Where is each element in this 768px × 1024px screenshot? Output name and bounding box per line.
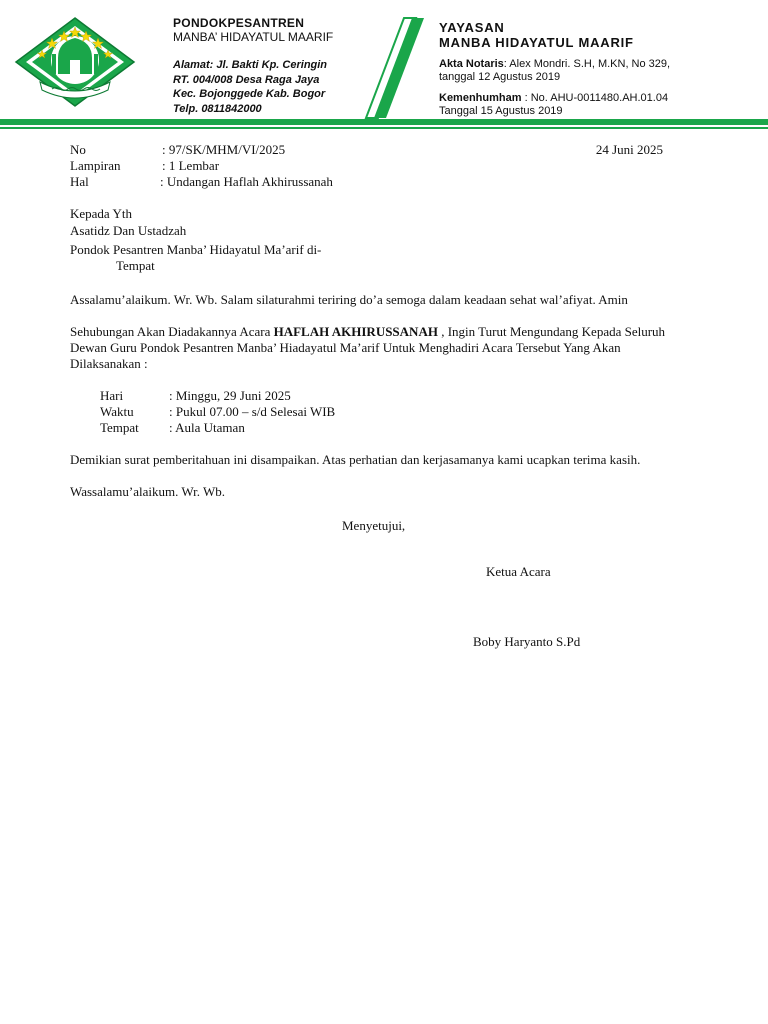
kemen-value: : No. AHU-0011480.AH.01.04 <box>521 92 669 104</box>
address-block <box>173 58 333 116</box>
signatory-name: Boby Haryanto S.Pd <box>473 634 581 649</box>
approval-label: Menyetujui, <box>342 518 406 533</box>
body-text: , Ingin Turut Mengundang Kepada Seluruh Dewan Guru Pondok Pesantren Manba’ Hiadayatul Ma’arif Untuk Menghadiri Acara Tersebut Yang Akan Dilaksanakan : <box>70 324 666 371</box>
detail-label: Hari <box>100 388 124 403</box>
body-paragraph <box>70 324 670 372</box>
header-rule <box>0 119 768 125</box>
detail-row <box>100 404 670 420</box>
address-line: Alamat: Jl. Bakti Kp. Ceringin <box>173 59 328 71</box>
letterhead <box>0 0 768 130</box>
body-text: Sehubungan Akan Diadakannya Acara <box>70 324 274 339</box>
kemen-line <box>439 92 670 105</box>
pesantren-logo <box>12 16 138 108</box>
detail-row <box>100 388 670 404</box>
meta-label: Hal <box>70 174 89 189</box>
yayasan-info <box>439 20 670 118</box>
opening-greeting: Assalamu’alaikum. Wr. Wb. Salam silaturahmi teriring do’a semoga dalam keadaan sehat wal’afiyat. Amin <box>70 292 628 307</box>
recipient-place: Tempat <box>116 258 155 273</box>
meta-row-lampiran <box>70 158 670 174</box>
akta-line <box>439 58 670 71</box>
meta-label: No <box>70 142 86 157</box>
pesantren-info <box>173 16 333 116</box>
org-name: PONDOKPESANTREN <box>173 16 305 30</box>
header-rule-thin <box>0 127 768 129</box>
kemen-label: Kemenhumham <box>439 92 522 104</box>
recipient-line: Asatidz Dan Ustadzah <box>70 223 187 238</box>
decorative-slashes <box>360 14 430 124</box>
yayasan-name: MANBA HIDAYATUL MAARIF <box>439 35 634 50</box>
meta-value: : 1 Lembar <box>162 158 220 173</box>
address-line: RT. 004/008 Desa Raga Jaya <box>173 73 320 86</box>
kemen-date: Tanggal 15 Agustus 2019 <box>439 105 563 117</box>
event-details <box>100 388 670 436</box>
akta-label: Akta Notaris <box>439 58 504 70</box>
detail-value: : Pukul 07.00 – s/d Selesai WIB <box>169 404 336 419</box>
recipient-line: Pondok Pesantren Manba’ Hidayatul Ma’arif di- <box>70 242 322 257</box>
meta-row-hal <box>70 174 670 190</box>
detail-value: : Aula Utaman <box>169 420 245 435</box>
meta-value: : Undangan Haflah Akhirussanah <box>160 174 333 189</box>
address-line: Kec. Bojonggede Kab. Bogor <box>173 88 326 100</box>
org-subname: MANBA’ HIDAYATUL MAARIF <box>173 30 334 44</box>
detail-label: Tempat <box>100 420 139 435</box>
meta-label: Lampiran <box>70 158 121 173</box>
event-name: HAFLAH AKHIRUSSANAH <box>273 324 438 339</box>
yayasan-title: YAYASAN <box>439 20 505 35</box>
letter-body <box>70 142 670 650</box>
recipient-intro: Kepada Yth <box>70 206 132 221</box>
phone-line: Telp. 0811842000 <box>173 102 262 115</box>
signatory-title: Ketua Acara <box>486 564 551 579</box>
closing-paragraph: Demikian surat pemberitahuan ini disampaikan. Atas perhatian dan kerjasamanya kami ucapkan terima kasih. <box>70 452 641 467</box>
akta-date: tanggal 12 Agustus 2019 <box>439 71 561 83</box>
meta-value: : 97/SK/MHM/VI/2025 <box>162 142 286 157</box>
letter-date: 24 Juni 2025 <box>595 142 663 157</box>
meta-row-no <box>70 142 670 158</box>
detail-label: Waktu <box>100 404 134 419</box>
akta-value: : Alex Mondri. S.H, M.KN, No 329, <box>503 58 671 70</box>
detail-row <box>100 420 670 436</box>
closing-greeting: Wassalamu’alaikum. Wr. Wb. <box>70 484 225 499</box>
detail-value: : Minggu, 29 Juni 2025 <box>169 388 291 403</box>
